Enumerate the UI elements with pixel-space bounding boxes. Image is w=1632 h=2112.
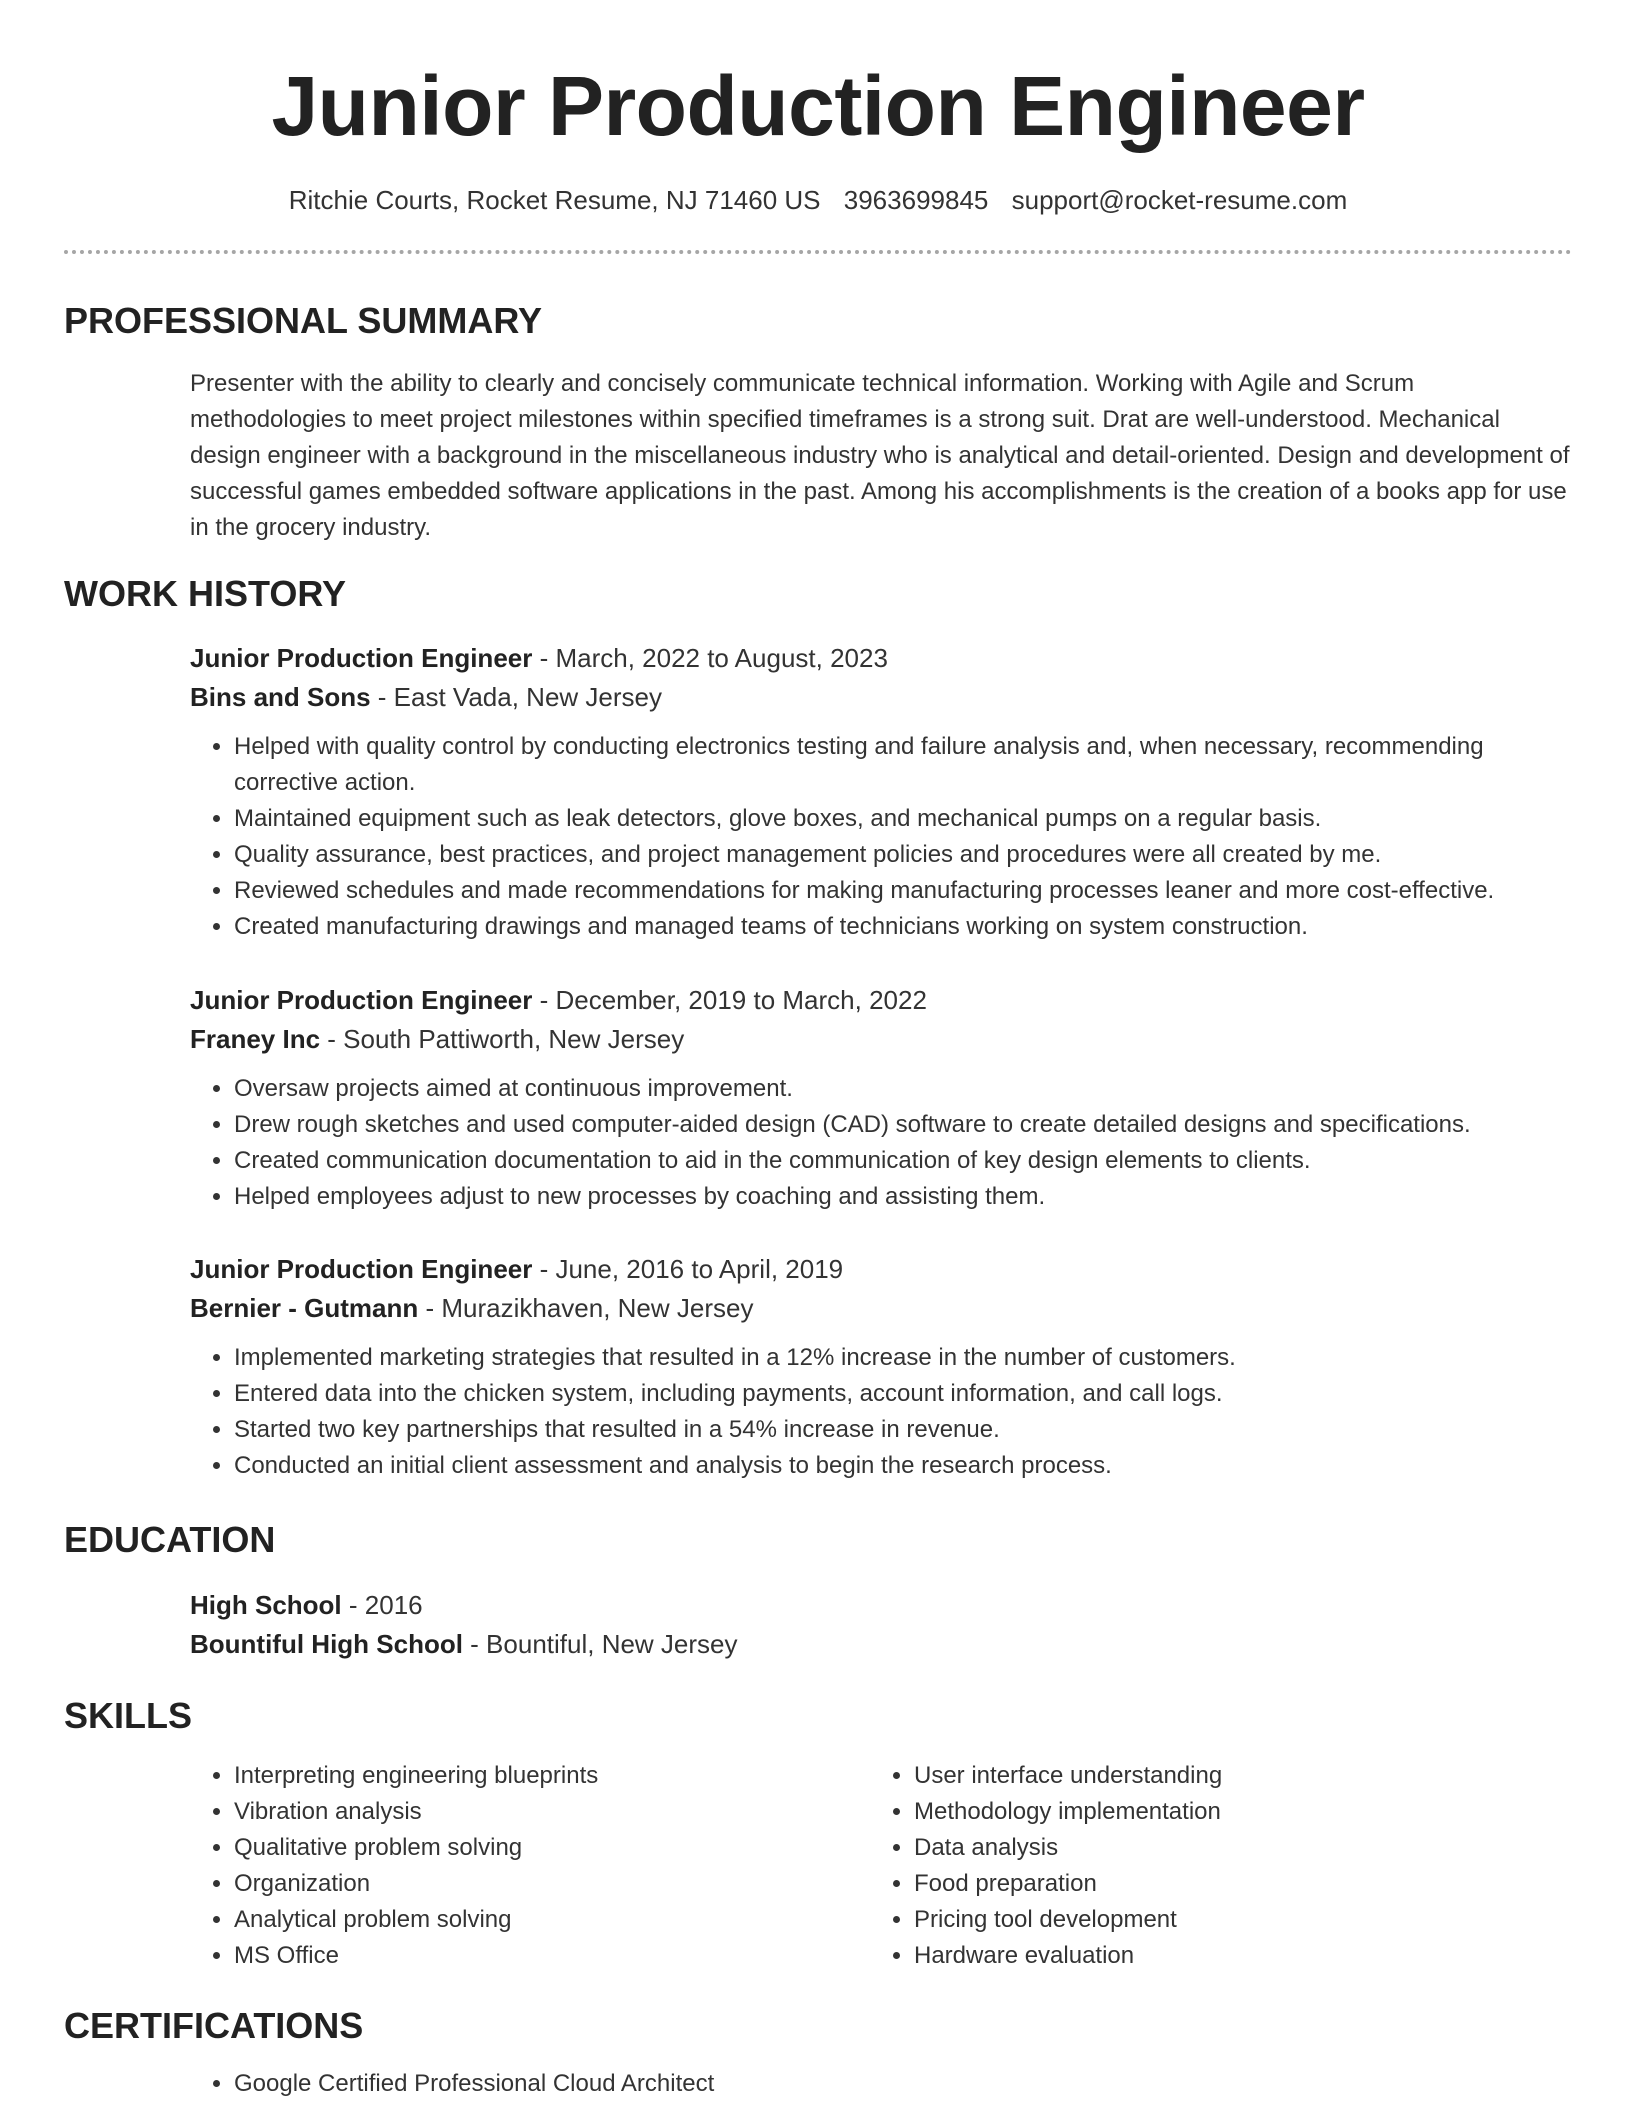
job-title-line <box>190 639 1570 678</box>
job-role: Junior Production Engineer <box>190 1254 533 1284</box>
contact-address: Ritchie Courts, Rocket Resume, NJ 71460 US <box>288 185 821 215</box>
list-item: • Helped with quality control by conducting electronics testing and failure analysis and, when necessary, recommending corrective action. <box>234 729 1570 801</box>
job-title-line <box>190 1250 1570 1289</box>
job-company: Bernier - Gutmann <box>190 1293 419 1323</box>
job-dates: - June, 2016 to April, 2019 <box>532 1254 844 1284</box>
list-item: • Created communication documentation to aid in the communication of key design elements to clients. <box>234 1143 1570 1179</box>
list-item: • Entered data into the chicken system, including payments, account information, and call logs. <box>234 1376 1570 1412</box>
list-item: • Helped employees adjust to new processes by coaching and assisting them. <box>234 1179 1570 1215</box>
list-item: • Hardware evaluation <box>914 1938 1550 1974</box>
list-item: • Reviewed schedules and made recommendations for making manufacturing processes leaner and more cost-effective. <box>234 873 1570 909</box>
list-item: • User interface understanding <box>914 1758 1550 1794</box>
list-item: • Google Certified Professional Cloud Architect <box>234 2066 1570 2102</box>
work-history-heading: WORK HISTORY <box>64 573 347 614</box>
contact-line <box>64 182 1572 218</box>
skills-block <box>190 1758 1570 1974</box>
job-location: - East Vada, New Jersey <box>370 682 662 712</box>
job-company-line <box>190 678 1570 717</box>
list-item: • Data analysis <box>914 1830 1550 1866</box>
certifications-heading: CERTIFICATIONS <box>64 2005 364 2046</box>
certifications-block <box>190 2066 1570 2102</box>
job-location: - South Pattiworth, New Jersey <box>320 1024 685 1054</box>
job-role: Junior Production Engineer <box>190 985 533 1015</box>
summary-heading: PROFESSIONAL SUMMARY <box>64 300 543 341</box>
list-item: • Created manufacturing drawings and managed teams of technicians working on system construction. <box>234 909 1570 945</box>
list-item: • Analytical problem solving <box>234 1902 870 1938</box>
list-item: • Drew rough sketches and used computer-aided design (CAD) software to create detailed designs and specifications. <box>234 1107 1570 1143</box>
job-company: Franey Inc <box>190 1024 321 1054</box>
resume-title: Junior Production Engineer <box>271 59 1365 153</box>
list-item: • Methodology implementation <box>914 1794 1550 1830</box>
skills-grid <box>190 1758 1570 1974</box>
education-entry <box>190 1586 1570 1664</box>
job-title-line <box>190 981 1570 1020</box>
job-location: - Murazikhaven, New Jersey <box>418 1293 754 1323</box>
job-bullets <box>190 1071 1570 1215</box>
education-location: - Bountiful, New Jersey <box>462 1629 738 1659</box>
contact-phone: 3963699845 <box>843 185 989 215</box>
job-entry <box>190 1250 1570 1484</box>
job-company: Bins and Sons <box>190 682 371 712</box>
job-company-line <box>190 1020 1570 1059</box>
list-item: • Conducted an initial client assessment and analysis to begin the research process. <box>234 1448 1570 1484</box>
education-heading: EDUCATION <box>64 1519 276 1560</box>
summary-text: Presenter with the ability to clearly and concisely communicate technical information. Working with Agile and Scrum methodologies to meet project milestones within specified timeframes is a strong suit. Drat are well-understood. Mechanical design engineer with a background in the miscellaneous industry who is analytical and detail-oriented. Design and development of successful games embedded software applications in the past. Among his accomplishments is the creation of a books app for use in the grocery industry. <box>190 370 1570 541</box>
job-entry <box>190 981 1570 1215</box>
education-school-line <box>190 1625 1570 1664</box>
job-role: Junior Production Engineer <box>190 643 533 673</box>
job-company-line <box>190 1289 1570 1328</box>
list-item: • Pricing tool development <box>914 1902 1550 1938</box>
job-bullets <box>190 1340 1570 1484</box>
skills-heading: SKILLS <box>64 1695 193 1736</box>
list-item: • Oversaw projects aimed at continuous improvement. <box>234 1071 1570 1107</box>
list-item: • Organization <box>234 1866 870 1902</box>
skills-column-right <box>870 1758 1550 1974</box>
job-dates: - December, 2019 to March, 2022 <box>532 985 927 1015</box>
header-divider <box>64 250 1572 254</box>
list-item: • Qualitative problem solving <box>234 1830 870 1866</box>
job-bullets <box>190 729 1570 945</box>
list-item: • Maintained equipment such as leak detectors, glove boxes, and mechanical pumps on a regular basis. <box>234 801 1570 837</box>
list-item: • Food preparation <box>914 1866 1550 1902</box>
list-item: • Implemented marketing strategies that resulted in a 12% increase in the number of customers. <box>234 1340 1570 1376</box>
job-entry <box>190 639 1570 945</box>
list-item: • Interpreting engineering blueprints <box>234 1758 870 1794</box>
skills-column-left <box>190 1758 870 1974</box>
job-dates: - March, 2022 to August, 2023 <box>532 643 888 673</box>
list-item: • Quality assurance, best practices, and project management policies and procedures were all created by me. <box>234 837 1570 873</box>
list-item: • MS Office <box>234 1938 870 1974</box>
education-year: - 2016 <box>341 1590 423 1620</box>
contact-email: support@rocket-resume.com <box>1011 185 1348 215</box>
summary-block <box>190 366 1570 546</box>
skills-list <box>190 1758 870 1974</box>
education-degree: High School <box>190 1590 342 1620</box>
list-item: • Started two key partnerships that resulted in a 54% increase in revenue. <box>234 1412 1570 1448</box>
education-school: Bountiful High School <box>190 1629 463 1659</box>
certifications-list <box>190 2066 1570 2102</box>
skills-list <box>870 1758 1550 1974</box>
list-item: • Vibration analysis <box>234 1794 870 1830</box>
education-degree-line <box>190 1586 1570 1625</box>
